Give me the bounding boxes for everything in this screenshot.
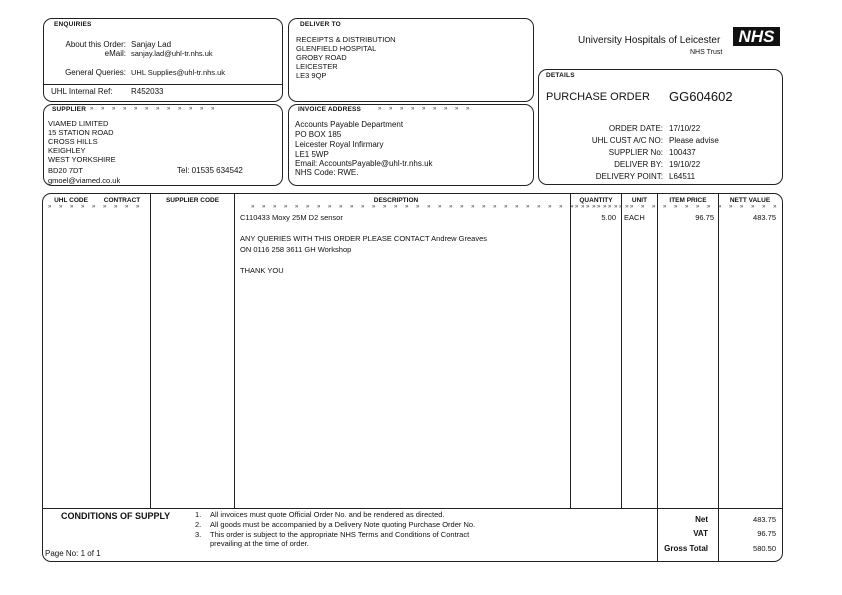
order-date-value: 17/10/22 bbox=[669, 124, 701, 133]
delivery-point-label: DELIVERY POINT: bbox=[595, 172, 663, 181]
enquiries-divider bbox=[44, 84, 282, 85]
supplier-email[interactable]: gmoel@viamed.co.uk bbox=[48, 176, 121, 185]
nhs-logo: NHS bbox=[733, 27, 780, 46]
note-line-3: THANK YOU bbox=[240, 266, 284, 275]
condition-2-num: 2. bbox=[195, 520, 202, 529]
header-dots-description: » » » » » » » » » » » » » » » » » » » » » » » » » » » » » » » » » » » bbox=[251, 204, 632, 210]
internal-ref-label: UHL Internal Ref: bbox=[51, 87, 113, 96]
supplier-telephone: Tel: 01535 634542 bbox=[177, 166, 243, 175]
column-header-quantity: QUANTITY bbox=[579, 197, 613, 204]
condition-3-text: This order is subject to the appropriate NHS Terms and Conditions of Contract bbox=[210, 530, 470, 539]
deliver-to-line-1: RECEIPTS & DISTRIBUTION bbox=[296, 35, 396, 44]
totals-divider bbox=[718, 509, 719, 562]
invoice-line-1: Accounts Payable Department bbox=[295, 120, 404, 129]
delivery-point-value: L64511 bbox=[669, 172, 696, 181]
deliver-by-value: 19/10/22 bbox=[669, 160, 701, 169]
invoice-line-6: NHS Code: RWE. bbox=[295, 168, 359, 177]
supplier-line-3: CROSS HILLS bbox=[48, 137, 98, 146]
general-queries-label: General Queries: bbox=[65, 68, 126, 77]
invoice-line-4: LE1 5WP bbox=[295, 150, 329, 159]
totals-divider-left bbox=[657, 509, 658, 562]
supplier-number-value: 100437 bbox=[669, 148, 696, 157]
deliver-to-line-2: GLENFIELD HOSPITAL bbox=[296, 44, 377, 53]
organisation-name: University Hospitals of Leicester bbox=[578, 35, 721, 46]
customer-account-value: Please advise bbox=[669, 136, 719, 145]
order-date-label: ORDER DATE: bbox=[608, 124, 663, 133]
gross-total-value: 580.50 bbox=[753, 544, 776, 553]
invoice-line-5[interactable]: Email: AccountsPayable@uhl-tr.nhs.uk bbox=[295, 159, 433, 168]
condition-3-continued: prevailing at the time of order. bbox=[210, 539, 309, 548]
condition-1-num: 1. bbox=[195, 510, 202, 519]
purchase-order-number: GG604602 bbox=[669, 89, 733, 104]
items-table bbox=[42, 193, 783, 562]
column-divider-4 bbox=[621, 193, 622, 509]
deliver-to-line-5: LE3 9QP bbox=[296, 71, 327, 80]
item-unit: EACH bbox=[624, 213, 645, 222]
column-header-description: DESCRIPTION bbox=[373, 197, 419, 204]
note-line-2: ON 0116 258 3611 GH Workshop bbox=[240, 245, 352, 254]
details-title: DETAILS bbox=[546, 72, 575, 79]
trust-label: NHS Trust bbox=[690, 49, 723, 56]
condition-1-text: All invoices must quote Official Order No. and be rendered as directed. bbox=[210, 510, 445, 519]
purchase-order-label: PURCHASE ORDER bbox=[546, 91, 650, 103]
invoice-address-title: INVOICE ADDRESS bbox=[298, 106, 362, 113]
deliver-to-line-4: LEICESTER bbox=[296, 62, 338, 71]
deliver-to-line-3: GROBY ROAD bbox=[296, 53, 347, 62]
enquiries-title: ENQUIRIES bbox=[54, 21, 92, 28]
table-footer-divider bbox=[43, 508, 783, 509]
about-order-name: Sanjay Lad bbox=[131, 40, 172, 49]
column-divider-5 bbox=[657, 193, 658, 509]
header-dots-right: » » » » » » » » » » » » » » » » » » » bbox=[575, 204, 780, 210]
column-divider-3 bbox=[570, 193, 571, 509]
deliver-by-label: DELIVER BY: bbox=[614, 160, 663, 169]
item-price: 96.75 bbox=[695, 213, 714, 222]
invoice-line-3: Leicester Royal Infirmary bbox=[295, 140, 384, 149]
column-divider-2 bbox=[234, 193, 235, 509]
column-divider-6 bbox=[718, 193, 719, 509]
supplier-line-4: KEIGHLEY bbox=[48, 146, 86, 155]
about-order-label: About this Order: bbox=[65, 40, 126, 49]
supplier-line-1: VIAMED LIMITED bbox=[48, 119, 109, 128]
net-value: 483.75 bbox=[753, 515, 776, 524]
supplier-number-label: SUPPLIER No: bbox=[608, 148, 663, 157]
vat-label: VAT bbox=[693, 529, 708, 538]
column-header-unit: UNIT bbox=[631, 197, 648, 204]
note-line-1: ANY QUERIES WITH THIS ORDER PLEASE CONTACT Andrew Greaves bbox=[240, 234, 488, 243]
supplier-line-2: 15 STATION ROAD bbox=[48, 128, 114, 137]
vat-value: 96.75 bbox=[757, 529, 776, 538]
supplier-line-5: WEST YORKSHIRE bbox=[48, 155, 116, 164]
column-header-supplier-code: SUPPLIER CODE bbox=[165, 197, 220, 204]
item-nett-value: 483.75 bbox=[753, 213, 776, 222]
page-number: Page No: 1 of 1 bbox=[45, 549, 101, 558]
net-label: Net bbox=[695, 515, 708, 524]
internal-ref-value: R452033 bbox=[131, 87, 164, 96]
column-header-nett-value: NETT VALUE bbox=[729, 197, 771, 204]
column-divider-1 bbox=[150, 193, 151, 509]
supplier-title-dots: » » » » » » » » » » » » bbox=[90, 106, 218, 112]
deliver-to-title: DELIVER TO bbox=[300, 21, 341, 28]
general-queries-value[interactable]: UHL Supplies@uhl-tr.nhs.uk bbox=[131, 68, 226, 77]
email-label: eMail: bbox=[104, 49, 126, 58]
item-quantity: 5.00 bbox=[601, 213, 616, 222]
supplier-line-6: BD20 7DT bbox=[48, 166, 84, 175]
column-header-contract: CONTRACT bbox=[103, 197, 141, 204]
invoice-line-2: PO BOX 185 bbox=[295, 130, 342, 139]
condition-3-num: 3. bbox=[195, 530, 202, 539]
column-header-item-price: ITEM PRICE bbox=[669, 197, 707, 204]
item-description: C110433 Moxy 25M D2 sensor bbox=[240, 213, 343, 222]
invoice-title-dots: » » » » » » » » » bbox=[378, 106, 473, 112]
supplier-title: SUPPLIER bbox=[52, 106, 87, 113]
gross-total-label: Gross Total bbox=[664, 544, 708, 553]
column-header-uhl-code: UHL CODE bbox=[54, 197, 88, 204]
condition-2-text: All goods must be accompanied by a Delivery Note quoting Purchase Order No. bbox=[210, 520, 476, 529]
conditions-title: CONDITIONS OF SUPPLY bbox=[61, 511, 171, 521]
email-value[interactable]: sanjay.lad@uhl-tr.nhs.uk bbox=[131, 49, 213, 58]
customer-account-label: UHL CUST A/C NO: bbox=[591, 136, 663, 145]
header-dots-left: » » » » » » » » » bbox=[48, 204, 143, 210]
